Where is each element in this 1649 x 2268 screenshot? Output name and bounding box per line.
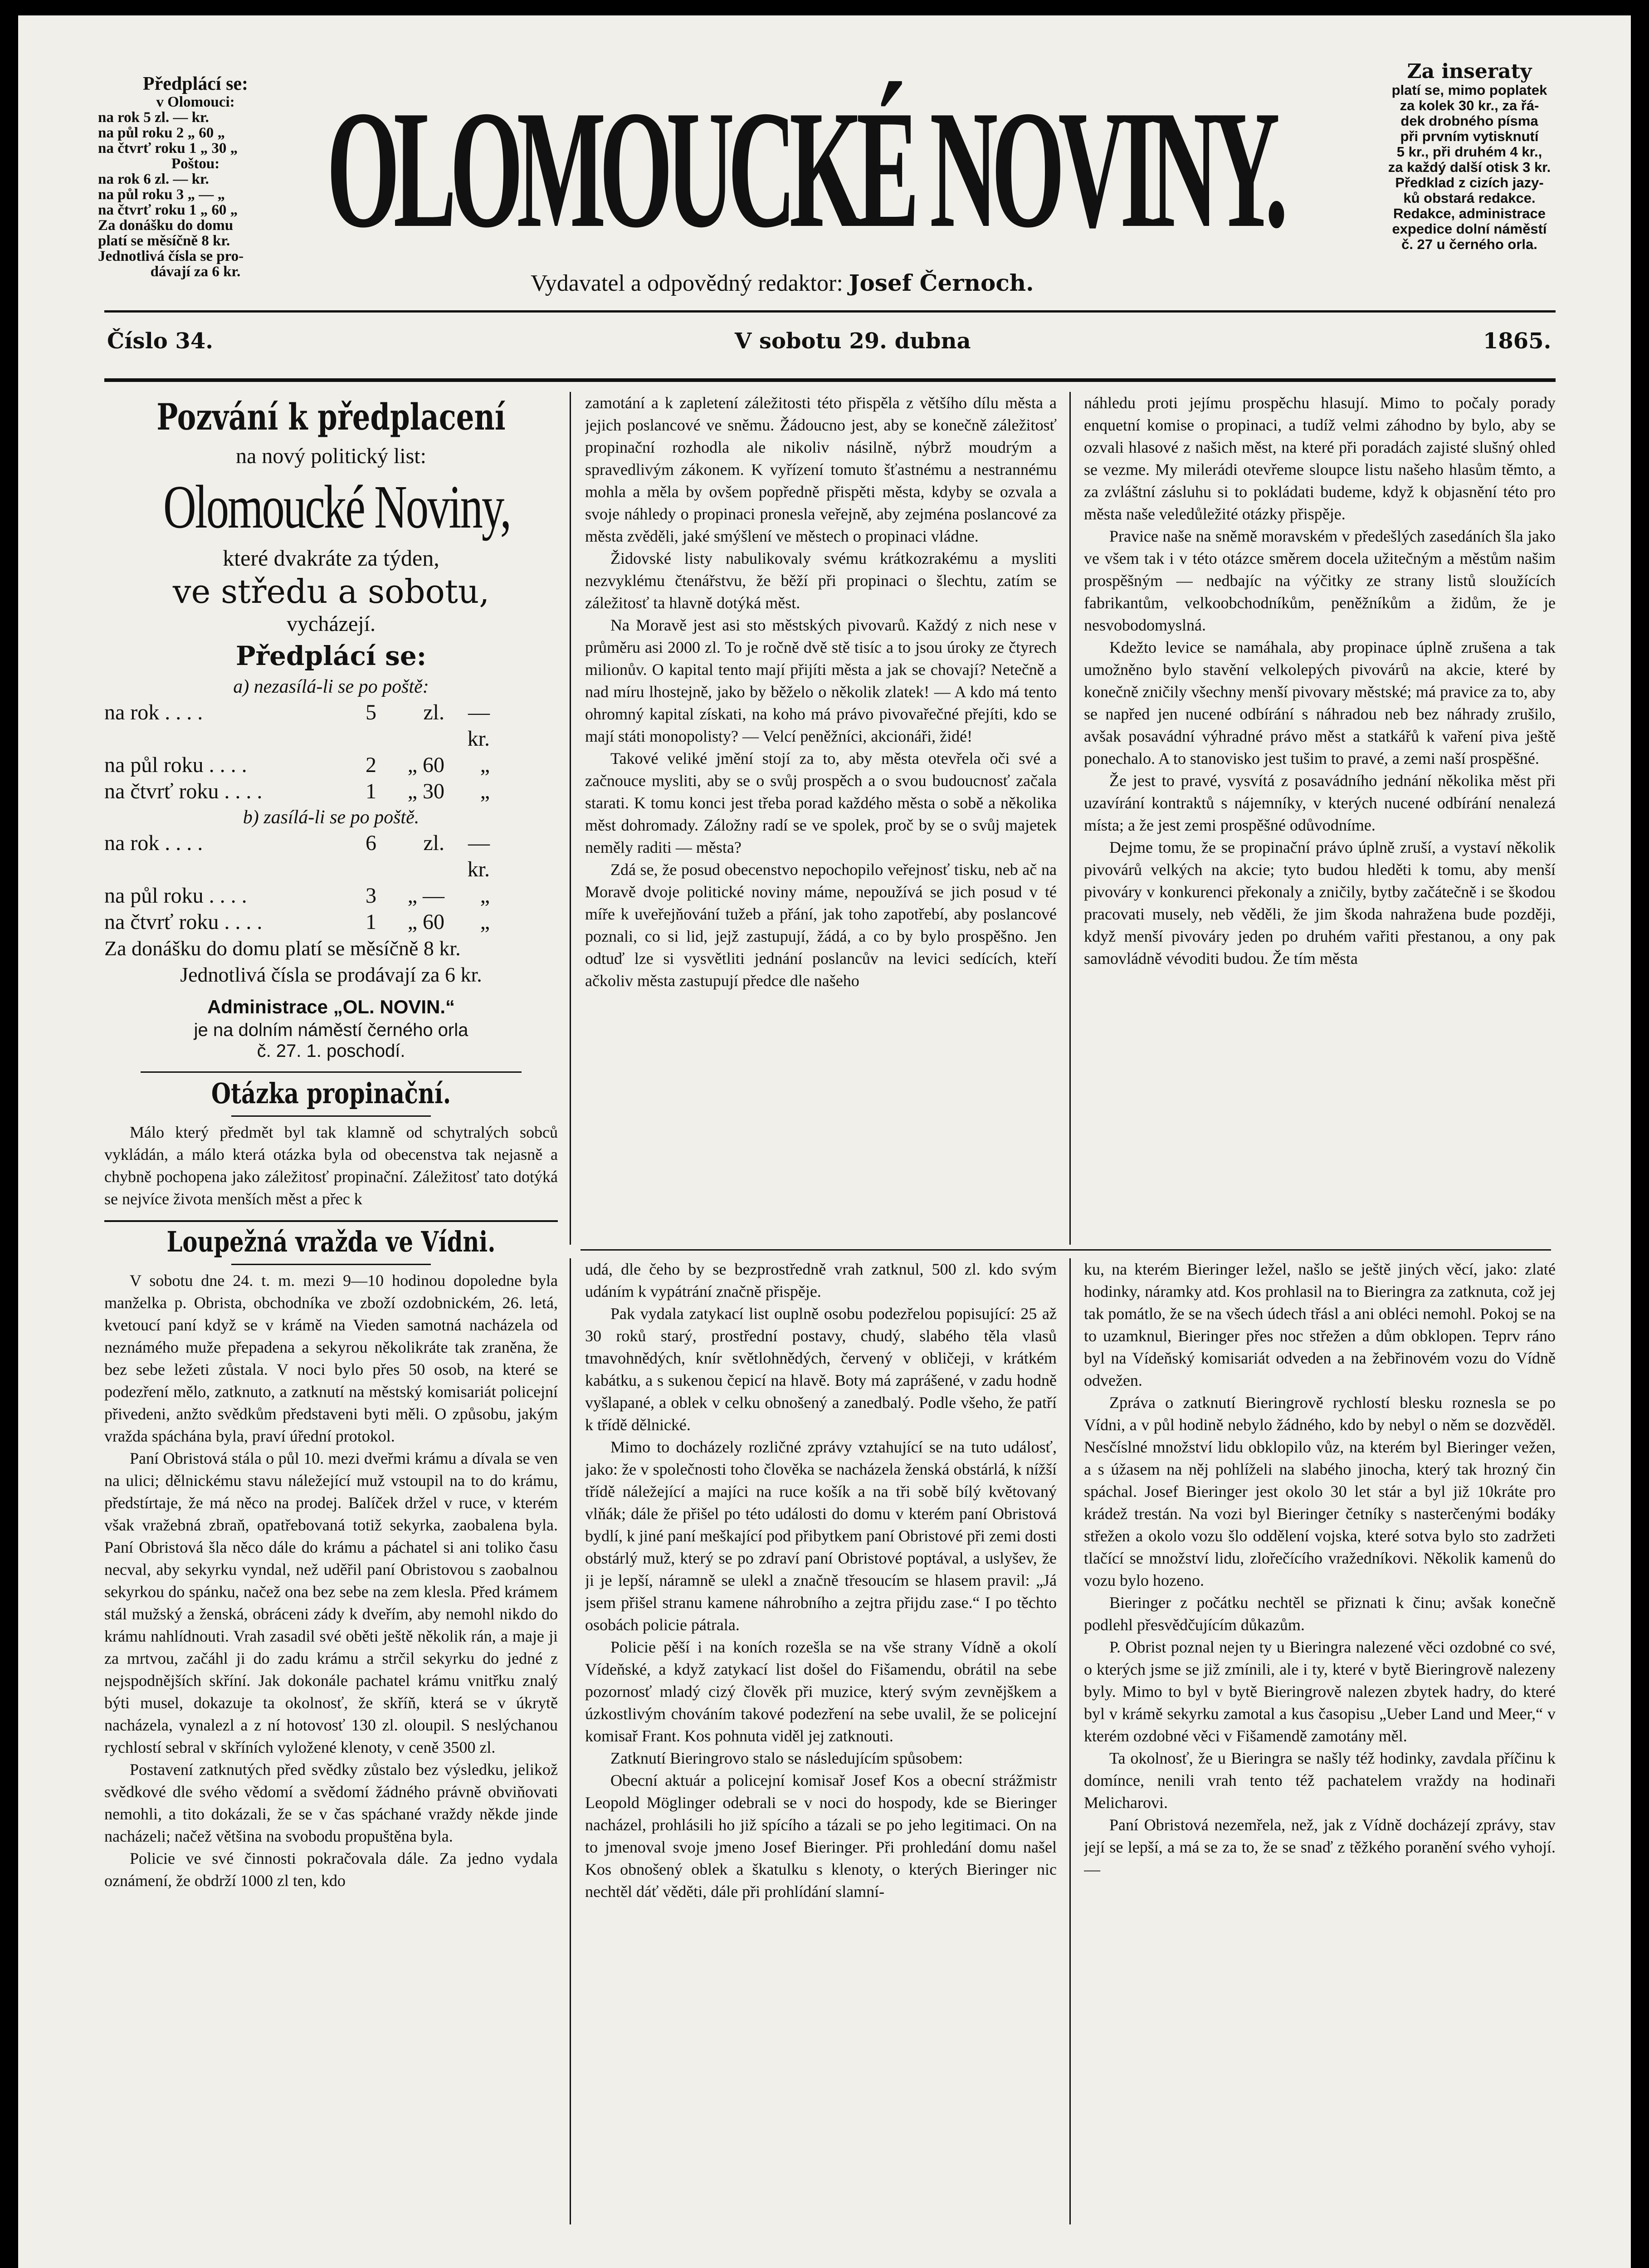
inserts-line: expedice dolní náměstí bbox=[1392, 221, 1547, 237]
inserts-line: při prvním vytisknutí bbox=[1400, 128, 1539, 144]
article-paragraph: Židovské listy nabulikovaly svému krátkozrakému a mysliti nezvyklému čtenářstvu, že běží při propinaci o šlechtu, zatím se záležitosť ta hlavně dotýká měst. bbox=[585, 549, 1057, 612]
price-row: na půl roku . . . . 3 „ — „ bbox=[104, 884, 490, 908]
column-divider bbox=[570, 1258, 571, 2224]
subscription-line: dávají za 6 kr. bbox=[150, 264, 241, 280]
subscription-line: na rok 5 zl. — kr. bbox=[98, 109, 209, 126]
article-paragraph: V sobotu dne 24. t. m. mezi 9—10 hodinou dopoledne byla manželka p. Obrista, obchodníka ve zboží ozdobnickém, 26. letá, kvetoucí paní když se v krámě na Vieden samotná nacházela od neznámého muže přepadena a sekyrou několikráte tak zraněna, že bez sebe ležeti zůstala. V noci bylo přes 50 osob, na které se podezření mělo, zatknuto, a zatknutí na městský komisariát policejní přivedeni, anžto svědkům představeni byti měli. O způsobu, jakým vražda spáchána byla, praví úřední protokol. bbox=[104, 1271, 558, 1445]
subscription-line: Za donášku do domu bbox=[98, 217, 234, 234]
article-paragraph: udá, dle čeho by se bezprostředně vrah zatknul, 500 zl. kdo svým udáním k vypátrání značně přispěje. bbox=[585, 1260, 1057, 1300]
section-rule bbox=[581, 1249, 1551, 1251]
subscription-line: na čtvrť roku 1 „ 60 „ bbox=[98, 202, 238, 218]
ad-paper-name: Olomoucké Noviny, bbox=[163, 473, 510, 541]
column-2-top bbox=[585, 392, 1057, 1245]
ad-single: Jednotlivá čísla se prodávají za 6 kr. bbox=[180, 963, 482, 986]
editor-line bbox=[531, 269, 1256, 297]
issue-date: V sobotu 29. dubna bbox=[735, 328, 971, 354]
ad-title: Pozvání k předplacení bbox=[156, 396, 506, 438]
price-row: na rok . . . . 6 zl. — kr. bbox=[104, 831, 490, 881]
inserts-line: za kolek 30 kr., za řá- bbox=[1400, 98, 1539, 113]
ad-admin: Administrace „OL. NOVIN.“ bbox=[207, 996, 455, 1017]
inserts-line: č. 27 u černého orla. bbox=[1401, 236, 1537, 252]
ad-delivery: Za donášku do domu platí se měsíčně 8 kr. bbox=[104, 937, 461, 960]
subscription-line: Poštou: bbox=[171, 156, 220, 172]
ad-line: na nový politický list: bbox=[236, 444, 426, 468]
inserts-line: ků obstará redakce. bbox=[1403, 190, 1536, 206]
title-underline bbox=[231, 1115, 431, 1117]
article-paragraph: ku, na kterém Bieringer ležel, našlo se ještě jiných věcí, jako: zlaté hodinky, náramky atd. Kos prohlasil na to Bieringra za zatknuta, což jej tak pomátlo, že se na všech údech třásl a ani obléci nemohl. Pokoj se na to uzamknul, Bieringer přes noc střežen a dům obklopen. Teprv ráno byl na Vídeňský komisariát odveden a na žebřinovém vozu do Vídně odvežen. bbox=[1084, 1260, 1556, 1389]
ad-option-b: b) zasílá-li se po poště. bbox=[243, 807, 420, 828]
price-row: na rok . . . . 5 zl. — kr. bbox=[104, 700, 490, 751]
inserts-line: Redakce, administrace bbox=[1393, 205, 1546, 221]
article-paragraph: Na Moravě jest asi sto městských pivovarů. Každý z nich nese v průměru asi 2000 zl. To je ročně dvě stě tisíc a to jsou úroky ze čtyrech milionův. O kapital tento mají přijíti města a jak se chovají? Netečně a nad míru lhostejně, jako by běželo o několik zlatek! — A kdo má tento ohromný kapital získati, na koho má právo pivovařečné přejíti, kdo se mají státi monopolisty? — Velcí peněžníci, akcionáři, židé! bbox=[585, 616, 1057, 745]
ad-days: ve středu a sobotu, bbox=[172, 572, 490, 611]
masthead-rule bbox=[104, 310, 1556, 313]
column-divider bbox=[1069, 1258, 1071, 2224]
article-paragraph: Policie pěší i na koních rozešla se na vše strany Vídně a okolí Vídeňské, a když zatykací list došel do Fišamendu, obrátil na sebe pozornosť mladý cizý člověk při muzice, který svým zevnějškem a úzkostlivým chováním takové podezření na sebe uvalil, že se policejní komisař Frant. Kos pohnuta viděl jej zatknouti. bbox=[585, 1638, 1057, 1745]
article-paragraph: Zatknutí Bieringrovo stalo se následujícím spůsobem: bbox=[610, 1749, 963, 1767]
inserts-line: platí se, mimo poplatek bbox=[1391, 82, 1547, 98]
article-paragraph: Bieringer z počátku nechtěl se přiznati k činu; avšak konečně podlehl přesvědčujícím důkazům. bbox=[1084, 1593, 1556, 1634]
ad-line: vycházejí. bbox=[287, 612, 376, 636]
title-underline bbox=[231, 1264, 431, 1265]
ad-option-a: a) nezasílá-li se po poště: bbox=[233, 676, 429, 697]
article-title: Otázka propinační. bbox=[211, 1077, 451, 1110]
inserts-line: za každý další otisk 3 kr. bbox=[1388, 159, 1551, 175]
column-divider bbox=[570, 392, 571, 1245]
subscription-line: platí se měsíčně 8 kr. bbox=[98, 233, 230, 249]
price-row: na půl roku . . . . 2 „ 60 „ bbox=[104, 753, 490, 777]
article-paragraph: náhledu proti jejímu prospěchu hlasují. Mimo to počaly porady enquetní komise o propinaci, a tudíž velmi záhodno by bylo, aby se ozvali hlasové z našich měst, na které při poradách zajisté slušný ohled se vezme. My milerádi otevřeme sloupce listu našeho hlasům těmto, a za zvláštní zásluhu si to pokládati budeme, když k objasnění této pro města naše veledůležité otázky přispěje. bbox=[1084, 394, 1556, 523]
article-paragraph: Málo který předmět byl tak klamně od schytralých sobců vykládán, a málo která otázka byla od obecenstva tak nejasně a chybně pochopena jako záležitosť propinační. Záležitosť tato dotýká se nejvíce života menších měst a přec k bbox=[104, 1123, 558, 1208]
article-paragraph: Paní Obristová nezemřela, než, jak z Vídně docházejí zprávy, stav její se lepší, a má se za to, že se snaď z těžkého poranění svého vyhojí. — bbox=[1084, 1816, 1556, 1878]
column-1 bbox=[104, 392, 558, 2243]
article-paragraph: zamotání a k zapletení záležitosti této přispěla z většího dílu města a jejich poslancové ve sněmu. Žádoucno jest, aby se konečně záležitosť propinační rozhodla ale nikoliv násilně, nýbrž moudrým a spravedlivým zákonem. K vyřízení tomuto šťastnému a nestrannému mohla a měla by ovšem popředně přispěti města, kdyby se ozvala a svoje náhledy o propinaci pronesla veřejně, aby zejména poslancové za města zvěděli, jaké smýšlení ve městech o propinaci vládne. bbox=[585, 394, 1057, 545]
column-divider bbox=[1069, 392, 1071, 1245]
article-paragraph: Ta okolnosť, že u Bieringra se našly též hodinky, zavdala příčinu k domínce, nenili vrah tento též pachatelem vraždy na hodinaři Melicharovi. bbox=[1084, 1749, 1556, 1812]
price-row: na čtvrť roku . . . . 1 „ 30 „ bbox=[104, 779, 490, 803]
issue-year: 1865. bbox=[1483, 328, 1551, 354]
subscription-ad bbox=[104, 392, 558, 1073]
price-row: na čtvrť roku . . . . 1 „ 60 „ bbox=[104, 910, 490, 934]
article-paragraph: Zpráva o zatknutí Bieringrově rychlostí blesku roznesla se po Vídni, a v půl hodině nebylo žádného, kdo by nebyl o něm se dozvěděl. Nesčíslné množství lidu obklopilo vůz, na kterém byl Bieringer vežen, a s úžasem na něj pohlíželi na slabého jinocha, který tak hrozný čin spáchal. Josef Bieringer jest okolo 30 let stár a byl již 10kráte pro krádež trestán. Na vozi byl Bieringer četníky s nasterčenými bodáky střežen a okolo vozu šlo oddělení vojska, které sotva bylo sto zadržeti tlačící se množství lidu, zlořečícího vražedníkovi. Několik kamenů do vozu bylo hozeno. bbox=[1084, 1393, 1556, 1589]
article-paragraph: Takové veliké jmění stojí za to, aby města otevřela oči své a začnouce mysliti, aby se o svůj prospěch a o svou budoucnosť začala starati. K tomu konci jest třeba porad každého města o sobě a několika měst dohromady. Záložny radí se ve spolek, proč by se o svůj majetek neměly raditi — města? bbox=[585, 749, 1057, 856]
section-rule bbox=[104, 1220, 558, 1222]
subscription-line: v Olomouci: bbox=[156, 94, 235, 110]
article-paragraph: Pravice naše na sněmě moravském v předešlých zasedáních šla jako ve všem tak i v této otázce směrem docela užitečným a městům našim prospěšným — nedbajíc na výčitky ze strany listů sloužících fabrikantům, velkoobchodníkům, peněžníkům a židům, že je nesvobodomyslná. bbox=[1084, 527, 1556, 634]
inserts-box bbox=[1342, 61, 1596, 252]
article-paragraph: Kdežto levice se namáhala, aby propinace úplně zrušena a tak umožněno bylo stavění velkolepých pivovárů na akcie, které by konečně zničily všechny menší pivovary městské; má pravice za to, aby se napřed jen nucené odbírání s náhradou neb bez náhrady zrušilo, avšak posavádní výhradné právo měst a statkářů k vaření piva ještě ponechalo. A to stanovisko jest tušim to pravé, a zemi naší prospěšné. bbox=[1084, 638, 1556, 767]
article-paragraph: Policie ve své činnosti pokračovala dále. Za jedno vydala oznámení, že obdrží 1000 zl ten, kdo bbox=[104, 1849, 558, 1890]
article-paragraph: Dejme tomu, že se propinační právo úplně zruší, a vystaví několik pivovárů velkých na akcie; tyto budou hleděti k tomu, aby menší pivováry v konkurenci překonaly a zničily, bytby začátečně i se škodou pracovati musely, neb věděli, že jim škoda nahražena bude později, když menší pivováry jeden po druhém vařiti přestanou, a ony pak samovládně vévoditi budou. Že tím města bbox=[1084, 838, 1556, 968]
subscription-line: na čtvrť roku 1 „ 30 „ bbox=[98, 140, 238, 156]
issue-number: Číslo 34. bbox=[107, 328, 213, 354]
masthead-title: OLOMOUCKÉ NOVINY. bbox=[327, 76, 1282, 263]
subscription-line: na půl roku 3 „ — „ bbox=[98, 186, 225, 203]
article-paragraph: Obecní aktuár a policejní komisař Josef Kos a obecní strážmistr Leopold Möglinger odebrali se v noci do hospody, kde se Bieringer nacházel, prohlásili ho již spícího a tázali se po jeho legitimaci. On na to jmenoval svoje jmeno Josef Bieringer. Při prohledání domu našel Kos obnošený oblek a škatulku s klenoty, o kterých Bieringer nic nechtěl dáť věděti, dále při prohlídání slamní- bbox=[585, 1771, 1057, 1901]
article-paragraph: P. Obrist poznal nejen ty u Bieringra nalezené věci ozdobné co své, o kterých jsme se již zmínili, ale i ty, které v bytě Bieringrově nalezeny byly. Mimo to byl v bytě Bieringrově nalezen zbytek hadry, do které byl v krámě sekyrku zamotal a kus časopisu „Ueber Land und Meer,“ v kterém ozdobné věci v Fišamendě zamotány měl. bbox=[1084, 1638, 1556, 1745]
newspaper-page bbox=[18, 15, 1631, 2268]
column-2-bottom bbox=[585, 1258, 1057, 2238]
article-paragraph: Pak vydala zatykací list ouplně osobu podezřelou popisující: 25 až 30 roků starý, prostřední postavy, chudý, slabého těla vlasů tmavohnědých, knír světlohnědých, červený v obličeji, v krátkém kabátku, a s sukenou čepicí na hlavě. Boty má zaprášené, v zadu hodně vyšlapané, a oblek v celku obnošený a zanedbalý. Podle všeho, že patří k třídě dělnické. bbox=[585, 1305, 1057, 1434]
column-3-top bbox=[1084, 392, 1556, 1245]
article-title: Loupežná vražda ve Vídni. bbox=[166, 1225, 496, 1258]
article-paragraph: Že jest to pravé, vysvítá z posavádního jednání několika měst při uzavírání kontraktů s nájemníky, v kterých nucené odbírání nenalezá místa; a že jest zemi prospěšné odůvodníme. bbox=[1084, 772, 1556, 834]
editor-prefix: Vydavatel a odpovědný redaktor: bbox=[531, 270, 843, 296]
ad-admin: č. 27. 1. poschodí. bbox=[257, 1041, 405, 1061]
subscription-line: na rok 6 zl. — kr. bbox=[98, 171, 209, 187]
subscription-box bbox=[98, 73, 293, 279]
article-paragraph: Postavení zatknutých před svědky zůstalo bez výsledku, jelikož svědkové dle svého vědomí a svědomí žádného právně obviňovati nemohli, a tito dokázali, že se v čas spáchané vraždy někde jinde nacházeli; načež většina na svobodu propuštěna byla. bbox=[104, 1760, 558, 1845]
inserts-line: 5 kr., při druhém 4 kr., bbox=[1396, 144, 1542, 160]
article-paragraph: Paní Obristová stála o půl 10. mezi dveřmi krámu a dívala se ven na ulici; dělnickému stavu náležející muž vstoupil na to do krámu, předstírtaje, že má něco na prodej. Balíček držel v ruce, v kterém však vražebná zbraň, opatřebovaná totiž sekyrka, zaobalena byla. Paní Obristová šla něco dále do krámu a páchatel si ani toliko času necval, aby sekyrku vyndal, než uděřil paní Obristovou s zaobalnou sekyrkou do spánku, načež ona bez sebe na zem klesla. Před krámem stál mužský a ženská, obráceni zády k dveřím, aby nemohl nikdo do krámu nahlídnouti. Vrah zasadil své oběti ještě několik rán, a maje ji za mrtvou, začáhl ji do zadu krámu a strčil sekyrku do jedné z nejspodnějších skříní. Jak dokonále pachatel krámu vnitřku znalý býti musel, dokazuje ta okolnosť, že skříň, která se v úkrytě nacházela, vynalezl a z ní hotovosť 130 zl. oloupil. S neslýchanou rychlostí sebral v skříních vyložené klenoty, v ceně 3500 zl. bbox=[104, 1449, 558, 1756]
inserts-line: dek drobného písma bbox=[1400, 113, 1538, 129]
inserts-heading: Za inseraty bbox=[1407, 60, 1532, 83]
ad-subhead: Předplácí se: bbox=[235, 640, 427, 671]
ad-line: které dvakráte za týden, bbox=[223, 545, 439, 571]
ad-admin: je na dolním náměstí černého orla bbox=[194, 1020, 468, 1040]
dateline-rule bbox=[104, 378, 1556, 382]
ad-divider bbox=[141, 1071, 522, 1073]
subscription-heading: Předplácí se: bbox=[142, 73, 249, 94]
article-paragraph: Mimo to docházely rozličné zprávy vztahující se na tuto událosť, jako: že v společnosti toho člověka se nacházela ženská obstárlá, k nížší třídě náležející a majíci na ruce košík a na tři sobě bílý květovaný vlňák; dále že přišel po této události do domu v kterém paní Obristová bydlí, k jiné paní meškající pod přibytkem paní Obristové při zemi dosti obstárlý muž, který se po zdraví paní Obristové poptával, a uslyšev, že ji je lepší, náramně se ulekl a značně třesoucím se hlasem pravil: „Já jsem přišel stranu kamene náhrobního a zejtra přijdu zase.“ I po těchto osobách policie pátrala. bbox=[585, 1438, 1057, 1634]
article-paragraph: Zdá se, že posud obecenstvo nepochopilo veřejnosť tisku, neb ač na Moravě dvoje politické noviny máme, nepoužívá se jich posud v té míře k uveřejňování tužeb a přání, jak toho zapotřebí, aby poslancové poznali, co si lid, jejž zastupují, žádá, a co by bylo prospěšno. Jen odtuď lze si vysvětliti jednání poslancův na levici sedících, kteří ačkoliv města zastupují předce dle našeho bbox=[585, 860, 1057, 990]
column-3-bottom bbox=[1084, 1258, 1556, 2238]
subscription-line: na půl roku 2 „ 60 „ bbox=[98, 125, 225, 141]
editor-name: Josef Černoch. bbox=[849, 269, 1034, 296]
inserts-line: Předklad z cizích jazy- bbox=[1395, 175, 1544, 191]
subscription-line: Jednotlivá čísla se pro- bbox=[98, 248, 244, 264]
